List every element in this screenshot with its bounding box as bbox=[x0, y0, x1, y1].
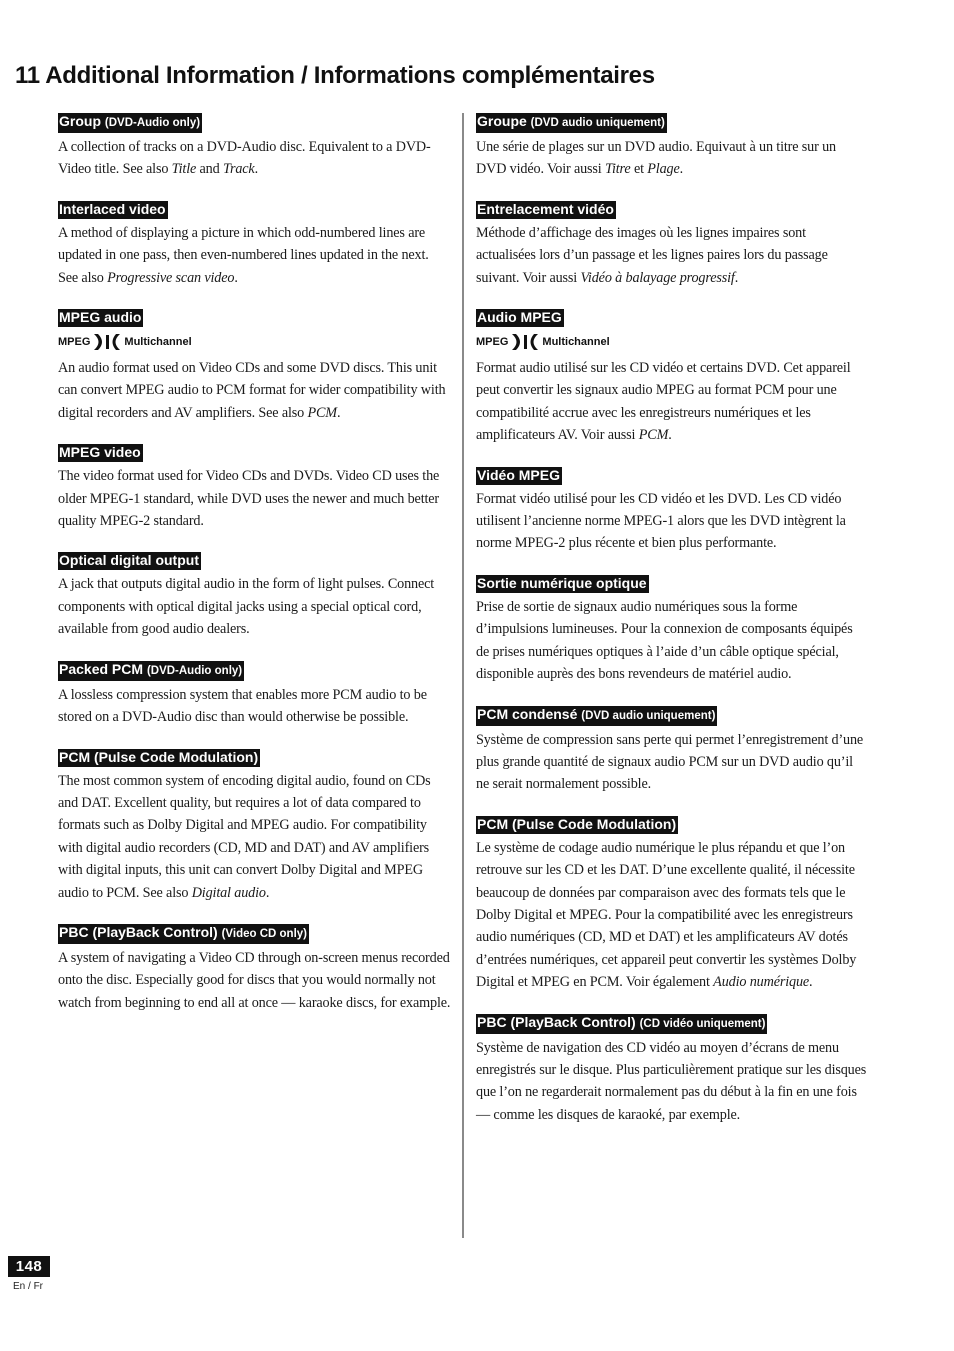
term-definition: Format vidéo utilisé pour les CD vidéo et les DVD. Les CD vidéo utilisent l’ancienne norme MPEG-1 alors que les DVD intègrent la norme MPEG-2 plus récente et bien plus performante. bbox=[476, 490, 846, 552]
term-heading: Sortie numérique optique bbox=[477, 574, 647, 591]
glossary-entry-interlaced-video bbox=[58, 201, 452, 289]
language-indicator: En / Fr bbox=[13, 1281, 44, 1292]
glossary-entry-groupe bbox=[476, 113, 868, 181]
glossary-entry-mpeg-video bbox=[58, 444, 452, 532]
term-heading: Optical digital output bbox=[59, 552, 199, 569]
term-definition: Le système de codage audio numérique le plus répandu et que l’on retrouve sur les CD et les DAT. D’une excellente qualité, il nécessite beaucoup de données par comparaison avec des formats tels que le Dolby Digital et MPEG. Pour la compatibilité avec les enregistreurs audio numériques (CD, MD et DAT) et les amplificateurs AV dotés d’entrées numériques, cet appareil peut convertir les systèmes Dolby Digital et MPEG en PCM. Voir également Audio numérique. bbox=[476, 839, 857, 991]
term-definition: The video format used for Video CDs and DVDs. Video CD uses the older MPEG-1 standard, while DVD uses the newer and much better quality MPEG-2 standard. bbox=[58, 468, 440, 530]
cross-reference: Track bbox=[222, 161, 255, 178]
glossary-entry-pcm-condense bbox=[476, 706, 868, 796]
column-divider bbox=[462, 113, 464, 1238]
term-definition: A system of navigating a Video CD through on-screen menus recorded onto the disc. Especially good for discs that you would normally not watch from beginning to end all at once — karaoke discs, for example. bbox=[58, 949, 451, 1011]
glossary-entry-optical-digital-output bbox=[58, 552, 452, 640]
glossary-entry-pbc bbox=[58, 924, 452, 1014]
cross-reference: Progressive scan video bbox=[107, 269, 235, 286]
term-definition: A method of displaying a picture in which odd-numbered lines are updated in one pass, then even-numbered lines updated in the next. See also Progressive scan video. bbox=[58, 224, 429, 286]
term-label: Packed PCM bbox=[59, 660, 144, 677]
mpeg-multichannel-logo bbox=[476, 331, 868, 353]
term-label: PCM condensé bbox=[477, 705, 578, 722]
term-heading bbox=[58, 661, 244, 681]
term-definition: A collection of tracks on a DVD-Audio disc. Equivalent to a DVD-Video title. See also Title and Track. bbox=[58, 139, 431, 178]
glossary-entry-pcm-fr bbox=[476, 816, 868, 994]
term-definition: Format audio utilisé sur les CD vidéo et certains DVD. Cet appareil peut convertir les signaux audio MPEG au format PCM pour une compatibilité accrue avec les enregistreurs numériques et les amplificateurs AV. Voir aussi PCM. bbox=[476, 360, 851, 444]
term-qualifier: (Video CD only) bbox=[221, 927, 307, 940]
term-heading: MPEG audio bbox=[59, 309, 142, 326]
term-definition: An audio format used on Video CDs and some DVD discs. This unit can convert MPEG audio to PCM format for wider compatibility with digital recorders and AV amplifiers. See also PCM. bbox=[58, 360, 446, 421]
french-column bbox=[476, 113, 868, 1146]
cross-reference: Titre bbox=[605, 161, 631, 178]
term-definition: Méthode d’affichage des images où les lignes impaires sont actualisées lors d’un passage et les lignes paires lors du passage suivant. Voir aussi Vidéo à balayage progressif. bbox=[476, 224, 828, 286]
logo-text-multichannel: Multichannel bbox=[124, 336, 192, 349]
cross-reference: PCM bbox=[638, 427, 669, 444]
logo-text-mpeg: MPEG bbox=[476, 336, 509, 349]
term-definition: A jack that outputs digital audio in the form of light pulses. Connect components with optical digital jacks using a special optical cord, available from good audio dealers. bbox=[58, 576, 435, 638]
term-heading bbox=[58, 924, 309, 944]
term-heading bbox=[58, 113, 202, 133]
glossary-entry-entrelacement-video bbox=[476, 201, 868, 289]
glossary-entry-audio-mpeg bbox=[476, 309, 868, 447]
term-heading: Interlaced video bbox=[59, 200, 166, 217]
term-heading bbox=[476, 113, 667, 133]
glossary-entry-packed-pcm bbox=[58, 661, 452, 729]
cross-reference: Title bbox=[171, 161, 197, 178]
term-label: PBC (PlayBack Control) bbox=[59, 923, 218, 940]
cross-reference: Vidéo à balayage progressif bbox=[580, 269, 735, 286]
term-definition: A lossless compression system that enables more PCM audio to be stored on a DVD-Audio disc than would otherwise be possible. bbox=[58, 686, 427, 726]
term-definition: Système de compression sans perte qui permet l’enregistrement d’une plus grande quantité de signaux audio PCM sur un DVD audio qu’il ne serait normalement possible. bbox=[476, 731, 864, 793]
cross-reference: Plage bbox=[647, 161, 680, 178]
term-label: Groupe bbox=[477, 113, 527, 129]
term-qualifier: (DVD audio uniquement) bbox=[530, 117, 665, 129]
term-definition: Système de navigation des CD vidéo au moyen d’écrans de menu enregistrés sur le disque. Plus particulièrement pratique sur les disques que l’on ne regarderait normalement pas du début à la fin en une fois— comme les disques de karaoké, par exemple. bbox=[476, 1039, 867, 1123]
term-label: Group bbox=[59, 113, 101, 129]
term-definition: The most common system of encoding digital audio, found on CDs and DAT. Excellent quality, but requires a lot of data compared to formats such as Dolby Digital and MPEG audio. For compatibility with digital audio recorders (CD, MD and DAT) and AV amplifiers with digital inputs, this unit can convert Dolby Digital and MPEG audio to PCM. See also Digital audio. bbox=[58, 772, 431, 901]
term-heading bbox=[476, 1014, 767, 1034]
term-definition: Une série de plages sur un DVD audio. Equivaut à un titre sur un DVD vidéo. Voir aussi Titre et Plage. bbox=[476, 139, 836, 178]
term-heading: MPEG video bbox=[59, 444, 141, 461]
cross-reference: PCM bbox=[307, 404, 337, 421]
term-heading: Entrelacement vidéo bbox=[477, 200, 614, 217]
mpeg-wave-icon bbox=[511, 332, 539, 352]
term-definition: Prise de sortie de signaux audio numériques sous la forme d’impulsions lumineuses. Pour la connexion de composants équipés de prises numériques optiques à l’aide d’un câble optique spécial, disponible auprès des bons revendeurs de matériel audio. bbox=[476, 598, 853, 683]
page-number: 148 bbox=[8, 1256, 50, 1277]
term-qualifier: (CD vidéo uniquement) bbox=[639, 1017, 766, 1030]
mpeg-wave-icon bbox=[93, 332, 121, 352]
english-column bbox=[58, 113, 452, 1034]
term-qualifier: (DVD-Audio only) bbox=[146, 664, 243, 677]
glossary-entry-sortie-numerique-optique bbox=[476, 575, 868, 686]
glossary-entry-pcm bbox=[58, 749, 452, 904]
term-heading: PCM (Pulse Code Modulation) bbox=[477, 815, 677, 832]
glossary-entry-pbc-fr bbox=[476, 1014, 868, 1127]
cross-reference: Digital audio bbox=[191, 884, 266, 901]
mpeg-multichannel-logo bbox=[58, 331, 452, 353]
term-qualifier: (DVD-Audio only) bbox=[104, 117, 201, 129]
term-label: PBC (PlayBack Control) bbox=[477, 1013, 636, 1030]
logo-text-multichannel: Multichannel bbox=[542, 336, 610, 349]
term-heading: PCM (Pulse Code Modulation) bbox=[59, 748, 259, 765]
cross-reference: Audio numérique bbox=[713, 974, 810, 991]
term-heading: Audio MPEG bbox=[477, 309, 562, 326]
glossary-entry-mpeg-audio bbox=[58, 309, 452, 424]
glossary-entry-group bbox=[58, 113, 452, 181]
page-title: 11 Additional Information / Informations complémentaires bbox=[15, 62, 655, 89]
term-heading bbox=[476, 706, 717, 726]
glossary-entry-video-mpeg bbox=[476, 467, 868, 555]
term-qualifier: (DVD audio uniquement) bbox=[581, 709, 716, 722]
term-heading: Vidéo MPEG bbox=[477, 466, 560, 483]
logo-text-mpeg: MPEG bbox=[58, 336, 91, 349]
